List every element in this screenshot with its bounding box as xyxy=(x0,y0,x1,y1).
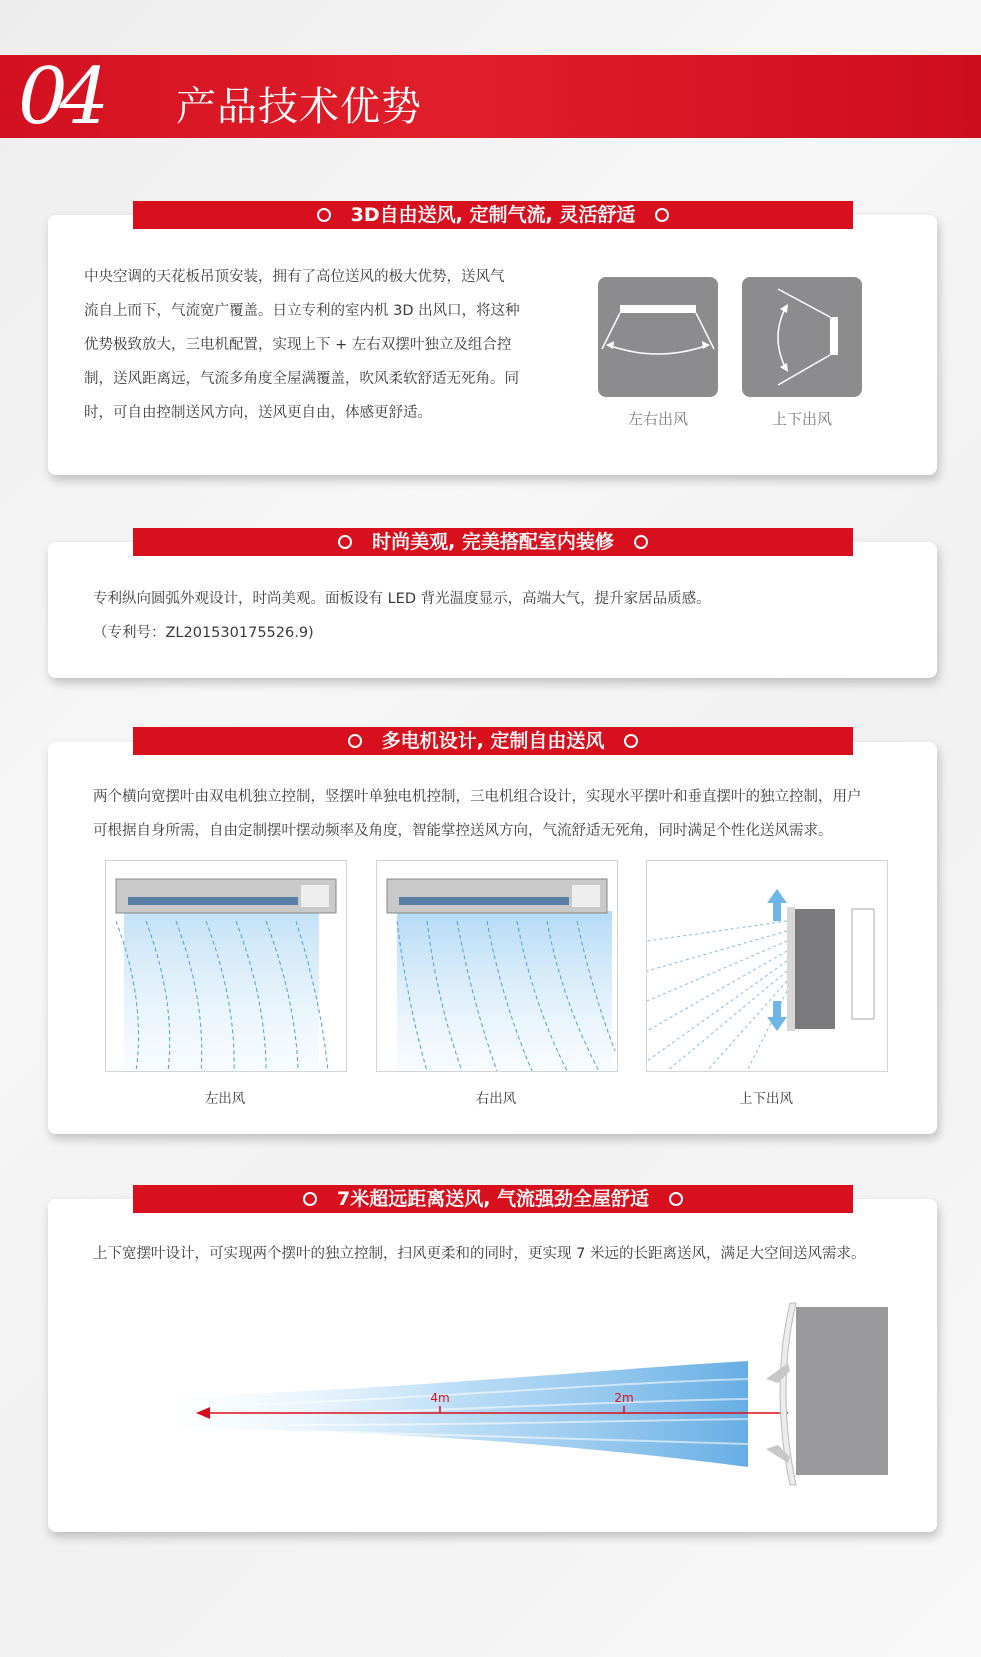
up-down-airflow-icon xyxy=(742,277,862,397)
feature-description: 专利纵向圆弧外观设计，时尚美观。面板设有 LED 背光温度显示，高端大气，提升家居品质感。 （专利号：ZL201530175526.9) xyxy=(93,591,711,641)
circle-icon xyxy=(303,1192,317,1206)
diagram-caption: 左右出风 xyxy=(627,410,688,428)
image-caption: 上下出风 xyxy=(739,1091,793,1107)
diagram-caption: 上下出风 xyxy=(771,410,832,428)
circle-icon xyxy=(669,1192,683,1206)
header-band xyxy=(0,55,981,138)
section-ribbon xyxy=(133,727,853,755)
feature-description: 两个横向宽摆叶由双电机独立控制，竖摆叶单独电机控制，三电机组合设计，实现水平摆叶和垂直摆叶的独立控制，用户 可根据自身所需，自由定制摆叶摆动频率及角度，智能掌控送风方向，气流舒适无死角，同时满足个性化送风需求。 xyxy=(93,789,862,839)
section-title: 多电机设计, 定制自由送风 xyxy=(381,730,605,752)
right-airflow-image xyxy=(376,860,618,1072)
left-right-airflow-icon xyxy=(598,277,718,397)
section-number: 04 xyxy=(18,52,102,142)
long-distance-airflow-diagram xyxy=(48,1279,937,1532)
feature-description: 上下宽摆叶设计，可实现两个摆叶的独立控制，扫风更柔和的同时，更实现 7 米远的长距离送风，满足大空间送风需求。 xyxy=(93,1246,866,1262)
circle-icon xyxy=(338,535,352,549)
circle-icon xyxy=(655,208,669,222)
feature-description: 中央空调的天花板吊顶安装，拥有了高位送风的极大优势，送风气 流自上而下，气流宽广覆盖。日立专利的室内机 3D 出风口，将这种 优势极致放大，三电机配置，实现上下 + 左右双摆叶独立及组合控 制，送风距离远，气流多角度全屋满覆盖，吹风柔软舒适无死角。同 时，可自由控制送风方向，送风更自由，体感更舒适。 xyxy=(84,269,520,421)
section-title: 时尚美观, 完美搭配室内装修 xyxy=(372,531,614,553)
circle-icon xyxy=(624,734,638,748)
up-down-airflow-image xyxy=(646,860,888,1072)
circle-icon xyxy=(317,208,331,222)
circle-icon xyxy=(348,734,362,748)
section-ribbon xyxy=(133,1185,853,1213)
feature-card-design xyxy=(48,542,937,678)
image-caption: 右出风 xyxy=(475,1091,517,1107)
section-ribbon xyxy=(133,201,853,229)
left-airflow-image xyxy=(105,860,347,1072)
section-title: 7米超远距离送风, 气流强劲全屋舒适 xyxy=(336,1188,650,1210)
feature-card-long-distance xyxy=(48,1199,937,1532)
section-ribbon xyxy=(133,528,853,556)
feature-card-3d-airflow xyxy=(48,215,937,475)
section-title: 3D自由送风, 定制气流, 灵活舒适 xyxy=(350,204,636,226)
image-caption: 左出风 xyxy=(204,1091,246,1107)
circle-icon xyxy=(634,535,648,549)
distance-label-2m: 2m xyxy=(614,1391,634,1405)
page-title: 产品技术优势 xyxy=(176,84,422,130)
distance-label-4m: 4m xyxy=(430,1391,450,1405)
feature-card-multi-motor xyxy=(48,742,937,1134)
